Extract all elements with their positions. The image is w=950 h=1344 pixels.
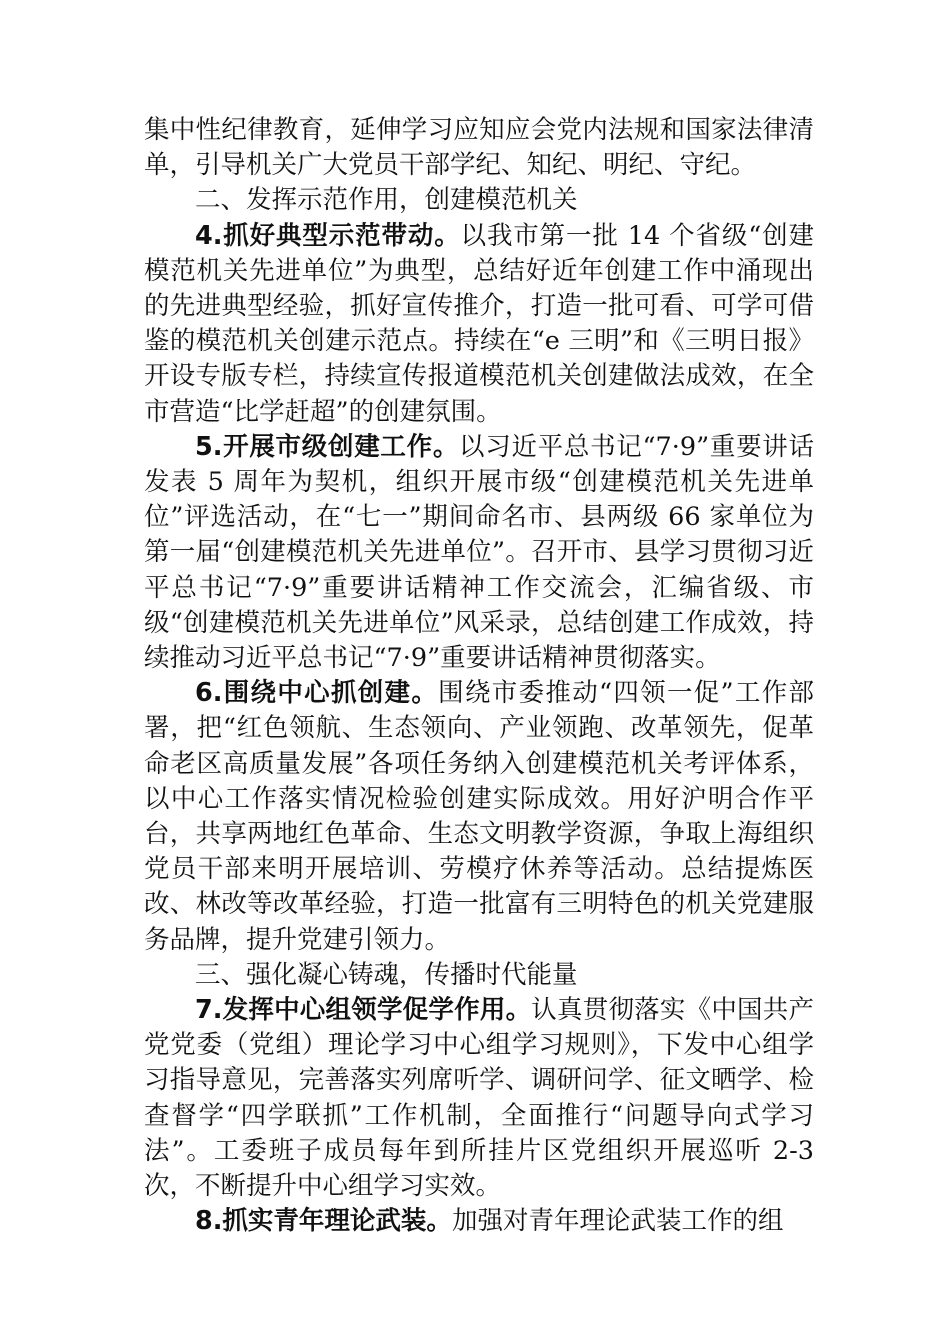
paragraph-discipline-education: [144, 113, 814, 183]
paragraph-item-4: [144, 219, 814, 430]
section-heading-3: 三、强化凝心铸魂，传播时代能量: [195, 959, 578, 990]
item-4-lead: 4.抓好典型示范带动。: [195, 220, 461, 251]
paragraph-item-6: [144, 676, 814, 958]
item-8-body: 加强对青年理论武装工作的组: [451, 1206, 784, 1237]
item-8-lead: 8.抓实青年理论武装。: [195, 1206, 452, 1237]
paragraph-item-8: [144, 1204, 814, 1239]
item-7-body: 认真贯彻落实《中国共产党党委（党组）理论学习中心组学习规则》，下发中心组学习指导意见，完善落实列席听学、调研问学、征文晒学、检查督学“四学联抓”工作机制，全面推行“问题导向式学习法”。工委班子成员每年到所挂片区党组织开展巡听 2-3 次，不断提升中心组学习实效。: [144, 995, 814, 1202]
item-5-lead: 5.开展市级创建工作。: [195, 431, 460, 462]
item-7-lead: 7.发挥中心组领学促学作用。: [195, 995, 532, 1026]
paragraph-item-7: [144, 993, 814, 1204]
paragraph-item-5: [144, 430, 814, 676]
paragraph-text: 集中性纪律教育，延伸学习应知应会党内法规和国家法律清单，引导机关广大党员干部学纪、知纪、明纪、守纪。: [144, 115, 814, 181]
item-6-body: 围绕市委推动“四领一促”工作部署，把“红色领航、生态领向、产业领跑、改革领先，促革命老区高质量发展”各项任务纳入创建模范机关考评体系，以中心工作落实情况检验创建实际成效。用好沪明合作平台，共享两地红色革命、生态文明教学资源，争取上海组织党员干部来明开展培训、劳模疗休养等活动。总结提炼医改、林改等改革经验，打造一批富有三明特色的机关党建服务品牌，提升党建引领力。: [144, 678, 814, 955]
section-heading-2: 二、发挥示范作用，创建模范机关: [195, 185, 578, 216]
document-body: [144, 113, 814, 1240]
item-4-body: 以我市第一批 14 个省级“创建模范机关先进单位”为典型，总结好近年创建工作中涌现出的先进典型经验，抓好宣传推介，打造一批可看、可学可借鉴的模范机关创建示范点。持续在“e 三明”和《三明日报》开设专版专栏，持续宣传报道模范机关创建做法成效，在全市营造“比学赶超”的创建氛围。: [144, 220, 814, 427]
item-5-body: 以习近平总书记“7·9”重要讲话发表 5 周年为契机，组织开展市级“创建模范机关先进单位”评选活动，在“七一”期间命名市、县两级 66 家单位为第一届“创建模范机关先进单位”。召开市、县学习贯彻习近平总书记“7·9”重要讲话精神工作交流会，汇编省级、市级“创建模范机关先进单位”风采录，总结创建工作成效，持续推动习近平总书记“7·9”重要讲话精神贯彻落实。: [144, 431, 814, 674]
item-6-lead: 6.围绕中心抓创建。: [195, 678, 439, 709]
